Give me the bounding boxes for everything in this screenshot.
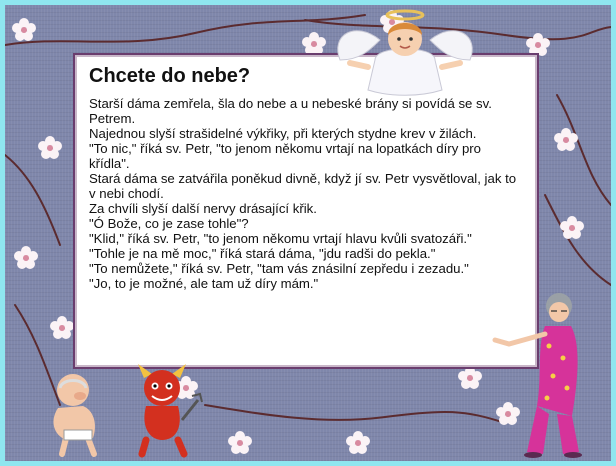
joke-text — [89, 96, 523, 291]
joke-paragraph: "Tohle je na mě moc," říká stará dáma, "jdu radši do pekla." — [89, 246, 436, 261]
old-man-icon — [38, 368, 120, 458]
joke-paragraph: Najednou slyší strašidelné výkřiky, při kterých stydne krev v žilách. — [89, 126, 477, 141]
flower-icon — [345, 430, 371, 456]
flower-icon — [37, 135, 63, 161]
flower-icon — [49, 315, 75, 341]
angel-icon — [330, 5, 480, 100]
slide-title: Chcete do nebe? — [89, 65, 251, 87]
joke-paragraph: Starší dáma zemřela, šla do nebe a u nebeské brány si povídá se sv. Petrem. — [89, 96, 492, 126]
flower-icon — [227, 430, 253, 456]
joke-paragraph: "To nemůžete," říká sv. Petr, "tam vás znásilní zepředu i zezadu." — [89, 261, 469, 276]
flower-icon — [11, 17, 37, 43]
devil-icon — [122, 360, 204, 458]
flower-icon — [13, 245, 39, 271]
joke-paragraph: "Ó Bože, co je zase tohle"? — [89, 216, 249, 231]
joke-card — [73, 53, 539, 369]
flower-icon — [559, 215, 585, 241]
old-lady-icon — [487, 286, 587, 458]
joke-paragraph: Stará dáma se zatvářila poněkud divně, když jí sv. Petr vysvětloval, jak to v nebi chodí. — [89, 171, 517, 201]
flower-icon — [553, 127, 579, 153]
joke-paragraph: "To nic," říká sv. Petr, "to jenom někomu vrtají na lopatkách díry pro křídla". — [89, 141, 482, 171]
joke-paragraph: "Jo, to je možné, ale tam už díry mám." — [89, 276, 319, 291]
joke-paragraph: Za chvíli slyší další nervy drásající křik. — [89, 201, 317, 216]
joke-paragraph: "Klid," říká sv. Petr, "to jenom někomu vrtají hlavu kvůli svatozáři." — [89, 231, 472, 246]
